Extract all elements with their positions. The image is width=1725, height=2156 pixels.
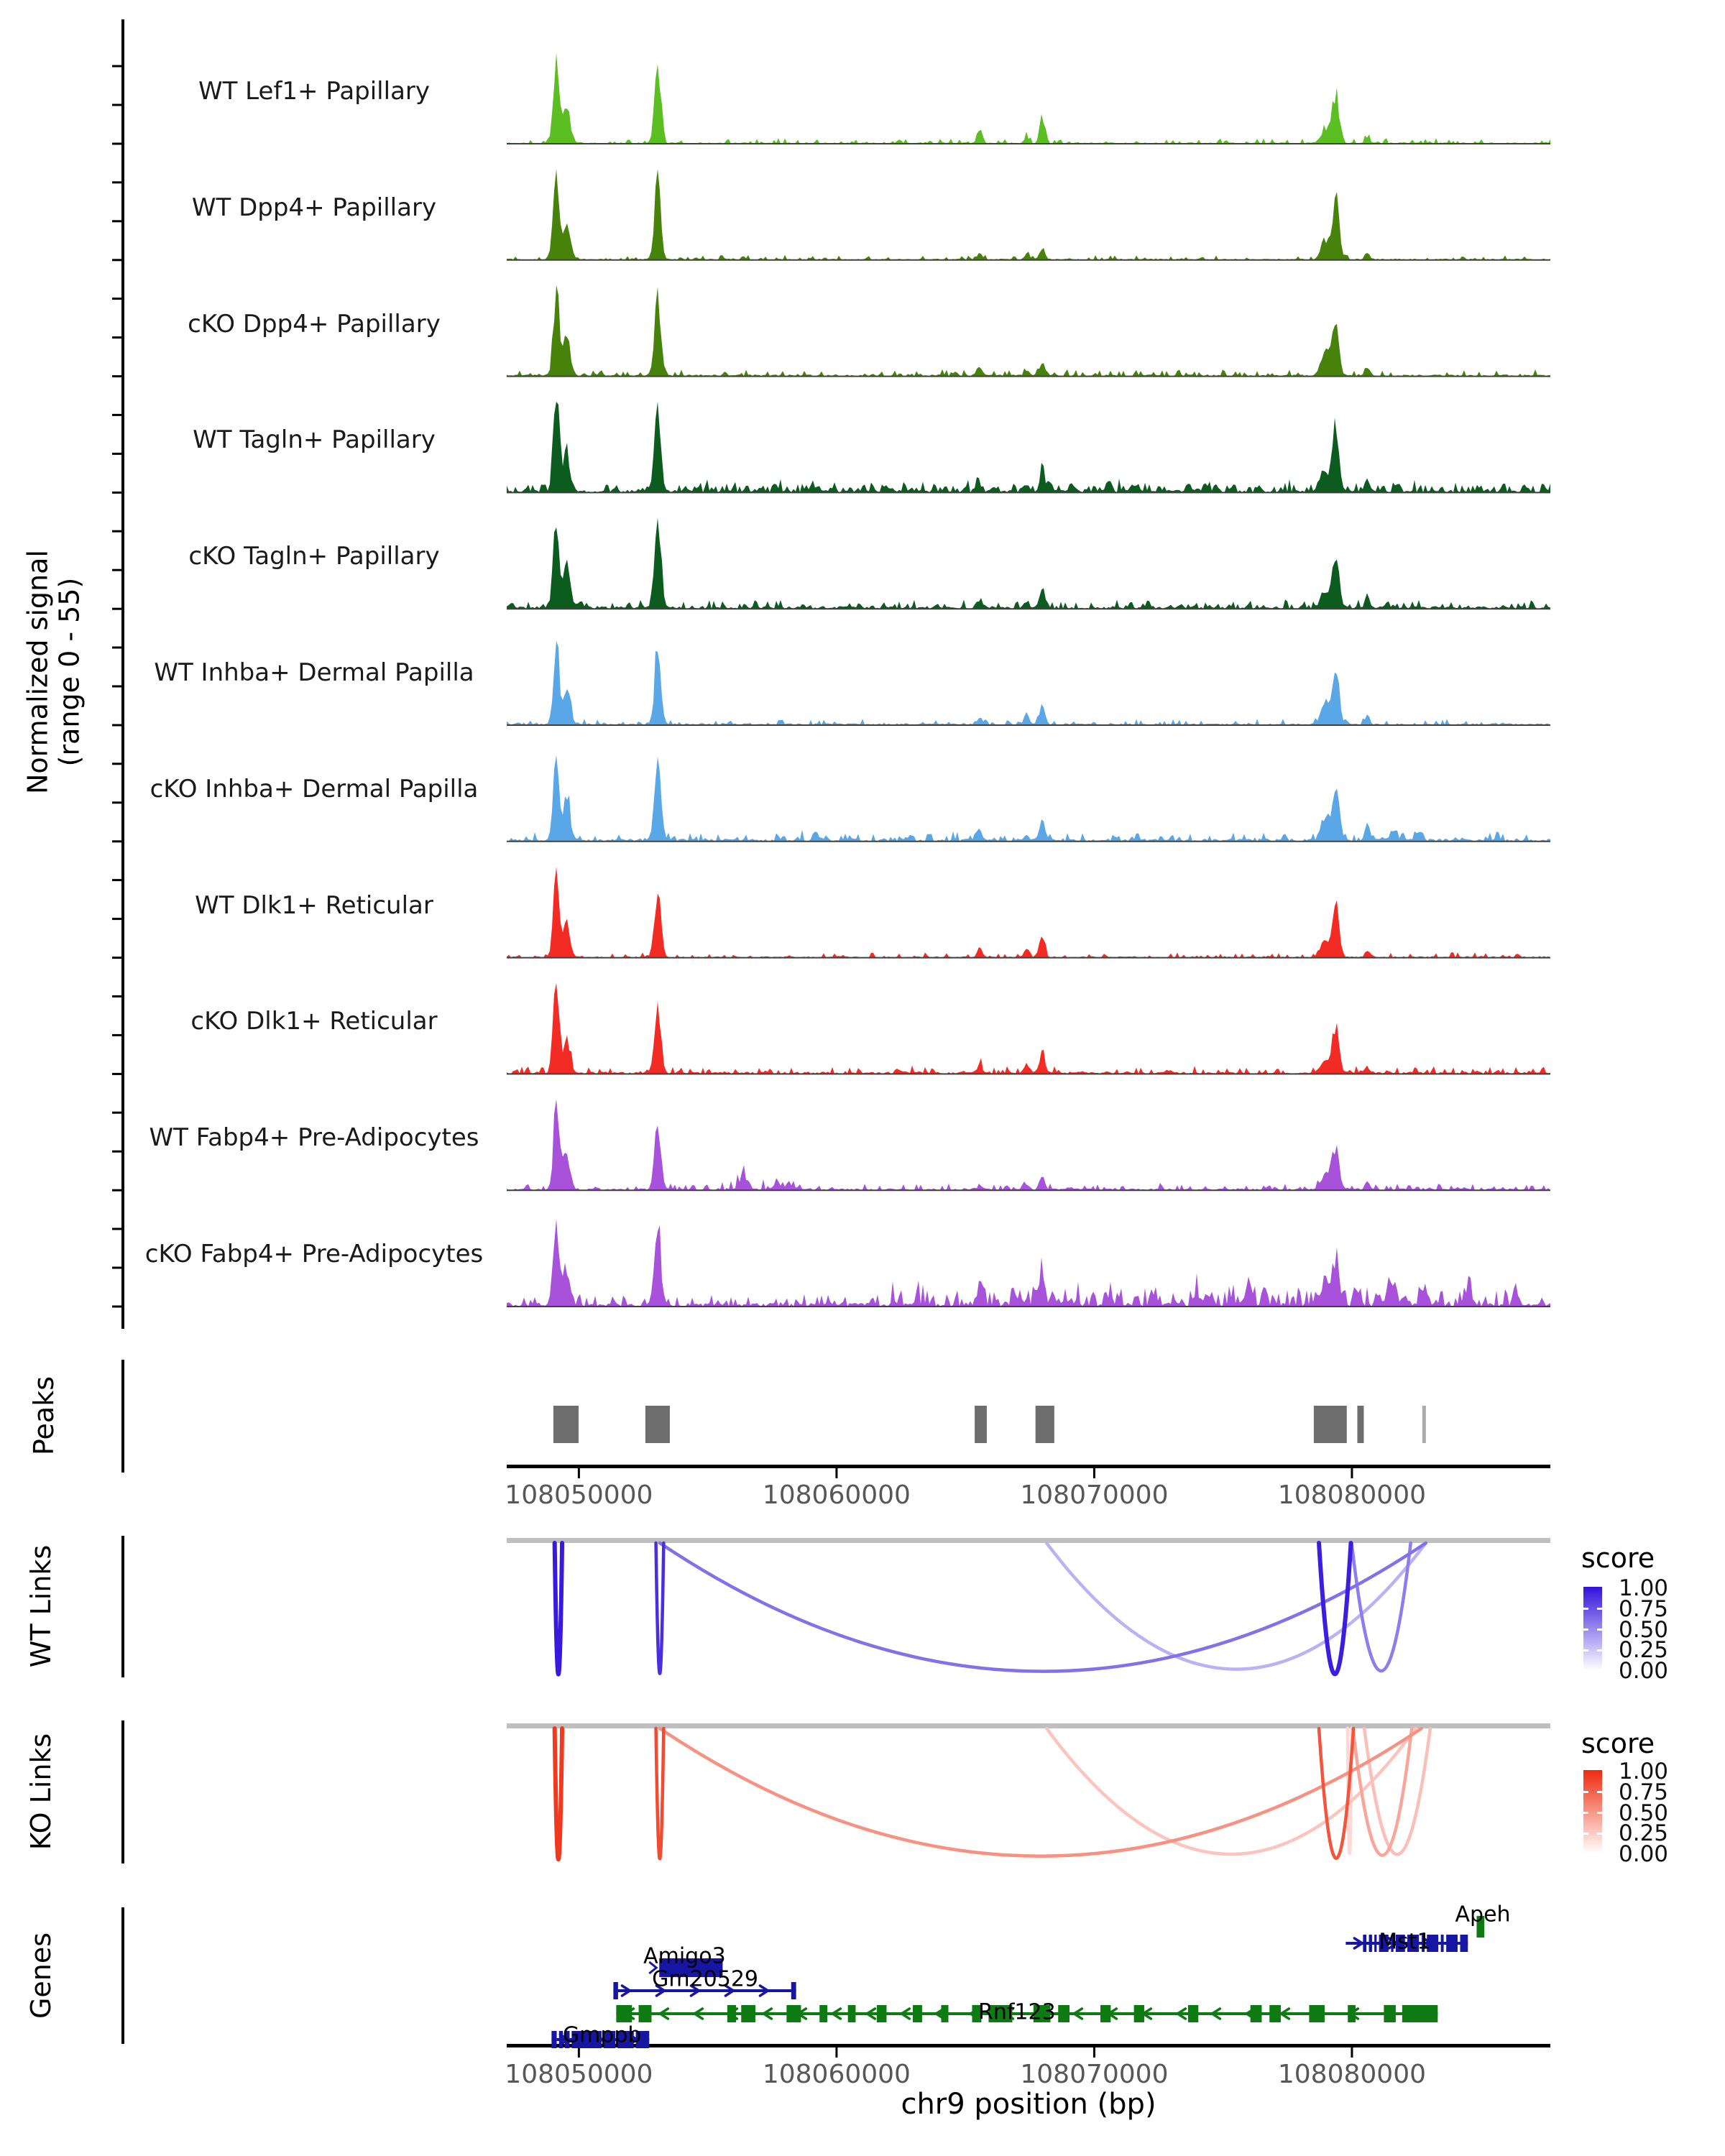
track-label-8: WT Dlk1+ Reticular bbox=[195, 890, 433, 920]
legend-tick-label: 0.50 bbox=[1619, 1616, 1669, 1643]
track-label-11: cKO Fabp4+ Pre-Adipocytes bbox=[144, 1240, 484, 1268]
top-axis-tick-label: 108060000 bbox=[762, 1480, 911, 1510]
track-label-4: WT Tagln+ Papillary bbox=[193, 425, 436, 455]
legend-tick-label: 0.75 bbox=[1619, 1779, 1669, 1805]
track-label-10: WT Fabp4+ Pre-Adipocytes bbox=[149, 1123, 479, 1153]
peaks-panel-title: Peaks bbox=[28, 1376, 60, 1456]
track-label-9: cKO Dlk1+ Reticular bbox=[190, 1007, 438, 1036]
legend-tick-label: 0.25 bbox=[1619, 1637, 1669, 1664]
legend-bar-tick bbox=[1583, 1649, 1588, 1651]
bottom-axis-tick-label: 108060000 bbox=[762, 2060, 911, 2089]
wt-score-gradient-bar bbox=[1583, 1587, 1602, 1670]
bottom-axis-tick-label: 108080000 bbox=[1277, 2060, 1427, 2089]
legend-bar-tick bbox=[1583, 1791, 1588, 1793]
track-label-1: WT Lef1+ Papillary bbox=[198, 77, 431, 106]
bottom-axis-tick-label: 108070000 bbox=[1020, 2060, 1169, 2089]
legend-bar-tick bbox=[1597, 1608, 1602, 1610]
ko-links-panel-title: KO Links bbox=[25, 1733, 58, 1851]
legend-tick-label: 1.00 bbox=[1619, 1759, 1669, 1784]
gene-label-Gm20529: Gm20529 bbox=[652, 1966, 758, 1992]
top-axis-tick-label: 108080000 bbox=[1277, 1480, 1427, 1510]
gene-label-Apeh: Apeh bbox=[1455, 1902, 1511, 1927]
track-label-7: cKO Inhba+ Dermal Papilla bbox=[150, 774, 479, 803]
top-axis-tick-label: 108070000 bbox=[1020, 1480, 1169, 1510]
legend-tick-label: 1.00 bbox=[1619, 1575, 1669, 1601]
legend-tick-label: 0.00 bbox=[1619, 1841, 1669, 1868]
track-label-2: WT Dpp4+ Papillary bbox=[191, 193, 437, 222]
legend-tick-label: 0.25 bbox=[1619, 1820, 1669, 1847]
signal-axis-title-line1: Normalized signal bbox=[22, 550, 54, 794]
ko-score-legend-title: score bbox=[1581, 1728, 1655, 1759]
legend-bar-tick bbox=[1583, 1628, 1588, 1631]
signal-axis-title-line2: (range 0 - 55) bbox=[53, 577, 85, 767]
x-axis-title: chr9 position (bp) bbox=[901, 2088, 1156, 2121]
track-label-6: WT Inhba+ Dermal Papilla bbox=[154, 658, 474, 687]
wt-links-panel-title: WT Links bbox=[25, 1544, 58, 1668]
track-label-5: cKO Tagln+ Papillary bbox=[188, 542, 440, 571]
legend-bar-tick bbox=[1597, 1649, 1602, 1651]
gene-label-Mst1: Mst1 bbox=[1379, 1929, 1431, 1955]
legend-bar-tick bbox=[1597, 1812, 1602, 1814]
legend-bar-tick bbox=[1597, 1791, 1602, 1793]
legend-bar-tick bbox=[1597, 1628, 1602, 1631]
legend-tick-label: 0.50 bbox=[1619, 1800, 1669, 1826]
track-label-3: cKO Dpp4+ Papillary bbox=[188, 309, 441, 338]
legend-tick-label: 0.00 bbox=[1619, 1658, 1669, 1685]
gene-label-Gmppb: Gmppb bbox=[562, 2022, 642, 2048]
legend-bar-tick bbox=[1583, 1812, 1588, 1814]
top-axis-tick-label: 108050000 bbox=[505, 1480, 653, 1510]
legend-bar-tick bbox=[1597, 1833, 1602, 1835]
bottom-axis-tick-label: 108050000 bbox=[505, 2060, 653, 2089]
legend-bar-tick bbox=[1583, 1833, 1588, 1835]
legend-tick-label: 0.75 bbox=[1619, 1595, 1669, 1622]
genes-panel-title: Genes bbox=[25, 1932, 58, 2019]
wt-score-legend-title: score bbox=[1581, 1542, 1655, 1574]
legend-bar-tick bbox=[1583, 1608, 1588, 1610]
gene-label-Rnf123: Rnf123 bbox=[978, 1999, 1056, 2025]
gene-label-Amigo3: Amigo3 bbox=[643, 1943, 726, 1969]
ko-score-gradient-bar bbox=[1583, 1770, 1602, 1853]
